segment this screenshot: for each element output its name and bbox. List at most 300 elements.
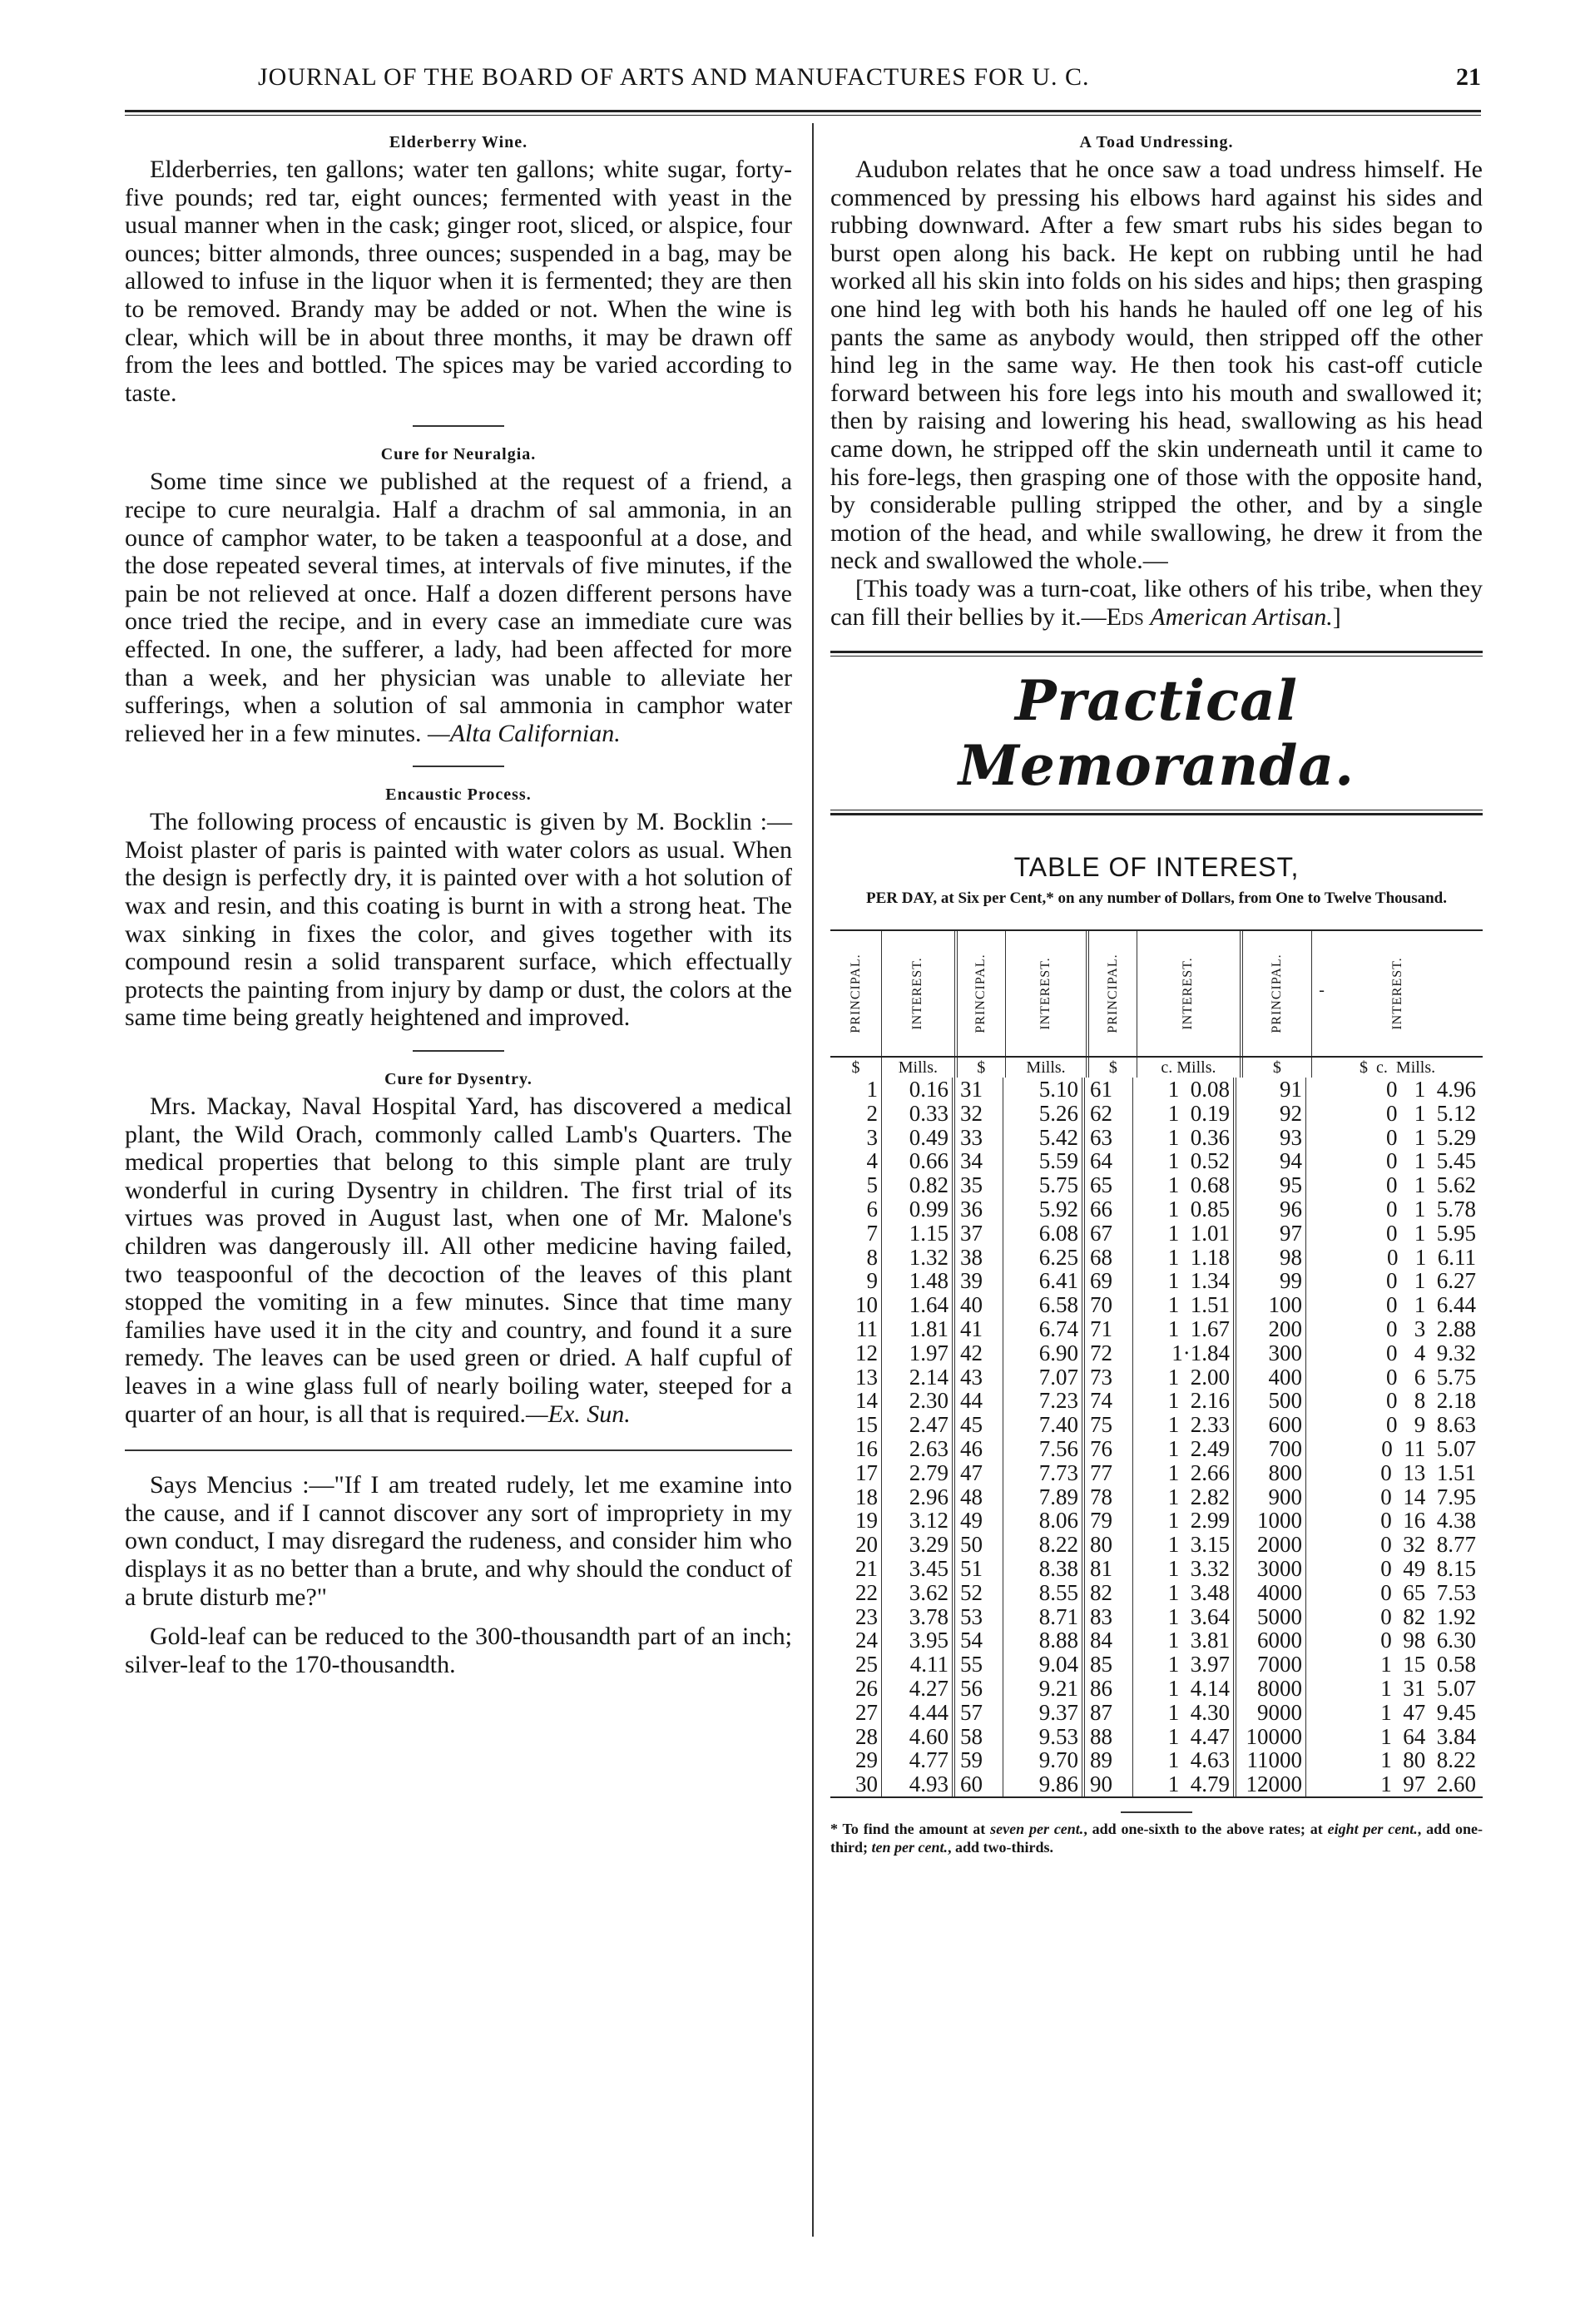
table-cell: 3.78 (882, 1605, 955, 1629)
unit-cell: $ c. Mills. (1360, 1058, 1436, 1078)
table-cell: 95 (1236, 1173, 1306, 1197)
table-cell: 1 0.52 (1133, 1149, 1236, 1173)
column-header: PRINCIPAL. (1089, 931, 1137, 1056)
article-text: Audubon relates that he once saw a toad undress himself. He commenced by pressing his elbows hard against his sides and rubbing downward. After a few smart rubs his sides began to burst open along his back. He kept on rubbing until he had worked all his skin into folds on his sides and hips; then grasping one hind leg with both his hands he hauled off one leg of his pants the same as anybody would, then stripped off the other hind leg in the same way. He then took his cast-off cuticle forward between his fore legs into his mouth and swallowed it; then by raising and lowering his head, swallowing as his head came down, he stripped off the skin underneath until it came to his fore-legs, then grasping one of those with the opposite hand, by considerable pulling stripped the other, and by a single motion of the head, and while swallowing, he drew it from the neck and swallowed the whole.— (830, 156, 1483, 575)
table-cell: 1 0.68 (1133, 1173, 1236, 1197)
table-cell: 8.88 (1003, 1628, 1085, 1653)
article-text: Elderberries, ten gallons; water ten gallons; white sugar, forty-five pounds; red tar, eight ounces; fermented with yeast in the usual manner when in the cask; ginger root, sliced, or alspice, four ounces; bitter almonds, three ounces; suspended in a bag, may be allowed to infuse in the liquor when it is fermented; they are then to be removed. Brandy may be added or not. When the wine is clear, which will be in about three months, it may be drawn off from the lees and bottled. The spices may be varied according to taste. (125, 156, 792, 407)
table-cell: 0 1 5.45 (1386, 1149, 1476, 1174)
column-divider (812, 123, 814, 2237)
table-row (830, 1126, 1483, 1150)
table-cell: 0 11 5.07 (1381, 1437, 1476, 1461)
table-cell: 12 (830, 1341, 882, 1365)
table-cell: 4.27 (882, 1677, 955, 1701)
table-cell: 1.64 (882, 1293, 955, 1317)
table-cell: 1 1.51 (1133, 1293, 1236, 1317)
table-cell: 0 1 6.11 (1387, 1245, 1476, 1270)
interest-table (830, 929, 1483, 1798)
table-cell: 93 (1236, 1126, 1306, 1150)
table-cell: 7.23 (1003, 1389, 1085, 1413)
article-heading: A Toad Undressing. (1079, 133, 1234, 151)
table-row (830, 1341, 1483, 1365)
table-cell: 1 80 8.22 (1380, 1748, 1476, 1773)
table-cell: 8.38 (1003, 1557, 1085, 1581)
article-heading: Cure for Neuralgia. (380, 445, 537, 464)
table-cell: 3000 (1236, 1557, 1306, 1581)
article-heading: Cure for Dysentry. (384, 1070, 532, 1089)
table-cell: 8000 (1236, 1677, 1306, 1701)
table-cell: 800 (1236, 1461, 1306, 1485)
article-elderberry-wine (125, 133, 792, 407)
left-column (125, 133, 792, 1678)
table-cell: 33 (955, 1126, 1003, 1150)
table-cell: 31 (955, 1078, 1003, 1102)
header-rule (125, 110, 1481, 116)
table-cell: 6.41 (1003, 1269, 1085, 1293)
table-cell: 0 1 5.29 (1386, 1125, 1476, 1150)
table-cell: 24 (830, 1628, 882, 1653)
table-cell: 51 (955, 1557, 1003, 1581)
table-cell: 7.40 (1003, 1413, 1085, 1437)
table-cell: 5 (830, 1173, 882, 1197)
table-cell: 5.26 (1003, 1102, 1085, 1126)
table-cell: 68 (1085, 1246, 1133, 1270)
article-cure-for-neuralgia (125, 445, 792, 747)
table-cell: 4000 (1236, 1581, 1306, 1605)
unit-cell: Mills. (882, 1058, 958, 1078)
article-text (125, 1093, 792, 1428)
table-cell: 2.63 (882, 1437, 955, 1461)
table-cell: 7.73 (1003, 1461, 1085, 1485)
table-cell: 7.07 (1003, 1365, 1085, 1390)
table-cell: 0 9 8.63 (1386, 1413, 1476, 1438)
table-cell: 37 (955, 1221, 1003, 1246)
table-cell: 6.90 (1003, 1341, 1085, 1365)
table-cell: 4.11 (882, 1653, 955, 1677)
table-cell: 0 49 8.15 (1380, 1557, 1476, 1581)
table-body (830, 1078, 1483, 1796)
table-footnote: * To find the amount at seven per cent., add one-sixth to the above rates; at eight per cent., add one-third; ten per cent., add two-thirds. (830, 1821, 1483, 1856)
table-cell: 0.66 (882, 1149, 955, 1173)
table-cell: 10 (830, 1293, 882, 1317)
table-cell: 7.56 (1003, 1437, 1085, 1461)
table-cell: 65 (1085, 1173, 1133, 1197)
table-cell: 700 (1236, 1437, 1306, 1461)
table-row (830, 1149, 1483, 1173)
table-cell: 1 0.19 (1133, 1102, 1236, 1126)
table-cell: 1 2.33 (1133, 1413, 1236, 1437)
units-row (830, 1058, 1483, 1078)
page-header (125, 63, 1481, 102)
table-cell: 80 (1085, 1533, 1133, 1557)
article-text (125, 468, 792, 747)
table-cell: 0 65 7.53 (1380, 1580, 1476, 1605)
table-cell: 1 4.47 (1133, 1725, 1236, 1749)
table-cell: 1 4.14 (1133, 1677, 1236, 1701)
table-cell: 1 31 5.07 (1380, 1677, 1476, 1701)
table-cell: 8.22 (1003, 1533, 1085, 1557)
table-cell: 71 (1085, 1317, 1133, 1341)
table-cell: 1 1.67 (1133, 1317, 1236, 1341)
table-cell: 8.71 (1003, 1605, 1085, 1629)
table-cell: 8.06 (1003, 1509, 1085, 1533)
table-cell: 61 (1085, 1078, 1133, 1102)
table-cell: 400 (1236, 1365, 1306, 1390)
unit-cell: $ (830, 1058, 882, 1078)
table-cell: 1000 (1236, 1509, 1306, 1533)
table-row (830, 1653, 1483, 1677)
note-close: ] (1332, 602, 1341, 631)
mencius-quote: Says Mencius :—"If I am treated rudely, let me examine into the cause, and if I cannot discover any sort of impropriety in my own conduct, I may disregard the rudeness, and consider him who displays it as no better than a brute, and why should the conduct of a brute disturb me?" (125, 1471, 792, 1611)
table-cell: 3.12 (882, 1509, 955, 1533)
table-cell: 89 (1085, 1748, 1133, 1772)
table-row (830, 1413, 1483, 1437)
article-source: —Alta Californian. (428, 719, 621, 747)
table-cell: 1 64 3.84 (1380, 1724, 1476, 1749)
table-cell: 47 (955, 1461, 1003, 1485)
table-cell: 67 (1085, 1221, 1133, 1246)
table-cell: 0 8 2.18 (1386, 1389, 1476, 1414)
table-title: TABLE OF INTEREST, (1013, 852, 1300, 883)
table-cell: 72 (1085, 1341, 1133, 1365)
right-column (830, 133, 1483, 1856)
table-cell: 2.14 (882, 1365, 955, 1390)
table-cell: 0.82 (882, 1173, 955, 1197)
table-cell: 44 (955, 1389, 1003, 1413)
table-cell: 9.21 (1003, 1677, 1085, 1701)
journal-title: JOURNAL OF THE BOARD OF ARTS AND MANUFACTURES FOR U. C. (258, 63, 1090, 91)
table-cell: 2000 (1236, 1533, 1306, 1557)
table-cell: 57 (955, 1701, 1003, 1725)
table-cell: 5.75 (1003, 1173, 1085, 1197)
table-row (830, 1485, 1483, 1509)
table-cell: 4.60 (882, 1725, 955, 1749)
table-cell: 73 (1085, 1365, 1133, 1390)
column-header: - INTEREST. (1319, 957, 1404, 1030)
table-cell: 3.62 (882, 1581, 955, 1605)
table-header-row (830, 931, 1483, 1058)
table-cell: 55 (955, 1653, 1003, 1677)
table-cell: 7.89 (1003, 1485, 1085, 1509)
table-cell: 53 (955, 1605, 1003, 1629)
table-cell: 1 2.99 (1133, 1509, 1236, 1533)
table-cell: 1 3.81 (1133, 1628, 1236, 1653)
table-cell: 16 (830, 1437, 882, 1461)
note-text: [This toady was a turn-coat, like others of his tribe, when they can fill their bellies by it.— (830, 574, 1483, 631)
table-cell: 4.44 (882, 1701, 955, 1725)
table-row (830, 1701, 1483, 1725)
section-divider (125, 1449, 792, 1451)
table-cell: 9.04 (1003, 1653, 1085, 1677)
table-cell: 9.70 (1003, 1748, 1085, 1772)
table-cell: 200 (1236, 1317, 1306, 1341)
table-cell: 0 14 7.95 (1380, 1484, 1476, 1509)
memoranda-rule-top (830, 651, 1483, 657)
table-cell: 6 (830, 1197, 882, 1221)
table-row (830, 1197, 1483, 1221)
table-row (830, 1365, 1483, 1390)
table-cell: 600 (1236, 1413, 1306, 1437)
article-toad-undressing (830, 133, 1483, 631)
table-cell: 94 (1236, 1149, 1306, 1173)
table-cell: 6.08 (1003, 1221, 1085, 1246)
column-header: PRINCIPAL. (830, 931, 882, 1056)
table-cell: 74 (1085, 1389, 1133, 1413)
table-row (830, 1581, 1483, 1605)
table-cell: 13 (830, 1365, 882, 1390)
table-cell: 1 15 0.58 (1380, 1653, 1476, 1677)
article-body: Some time since we published at the request of a friend, a recipe to cure neuralgia. Half a drachm of sal ammonia, in an ounce of camphor water, to be taken a teaspoonful at a dose, and the dose repeated several times, at intervals of five minutes, if the pain be not relieved at once. Half a dozen different persons have once tried the recipe, and in every case an immediate cure was effected. In one, the sufferer, a lady, had been affected for more than a week, and her physician was unable to alleviate her sufferings, when a solution of sal ammonia in camphor water relieved her in a few minutes. (125, 468, 792, 747)
table-cell: 9 (830, 1269, 882, 1293)
table-cell: 1 47 9.45 (1380, 1700, 1476, 1725)
table-cell: 1.48 (882, 1269, 955, 1293)
footnote-rule (1121, 1811, 1192, 1813)
table-cell: 9.37 (1003, 1701, 1085, 1725)
section-divider (413, 425, 504, 427)
table-cell: 1 2.49 (1133, 1437, 1236, 1461)
table-cell: 5.10 (1003, 1078, 1085, 1102)
table-cell: 48 (955, 1485, 1003, 1509)
table-cell: 1 3.97 (1133, 1653, 1236, 1677)
table-cell: 28 (830, 1725, 882, 1749)
table-cell: 34 (955, 1149, 1003, 1173)
table-cell: 0 82 1.92 (1380, 1604, 1476, 1629)
table-cell: 0 4 9.32 (1386, 1340, 1476, 1365)
table-cell: 1.32 (882, 1246, 955, 1270)
table-cell: 5.59 (1003, 1149, 1085, 1173)
table-cell: 62 (1085, 1102, 1133, 1126)
article-heading: Elderberry Wine. (389, 133, 528, 151)
table-cell: 3.45 (882, 1557, 955, 1581)
table-cell: 0 6 5.75 (1386, 1365, 1476, 1390)
table-cell: 82 (1085, 1581, 1133, 1605)
table-row (830, 1772, 1483, 1796)
column-header: INTEREST. (882, 931, 958, 1056)
table-cell: 1 4.63 (1133, 1748, 1236, 1772)
table-cell: 88 (1085, 1725, 1133, 1749)
table-cell: 54 (955, 1628, 1003, 1653)
article-source: —Ex. Sun. (525, 1400, 631, 1428)
table-cell: 40 (955, 1293, 1003, 1317)
unit-cell: $ (958, 1058, 1006, 1078)
table-row (830, 1246, 1483, 1270)
table-cell: 1 1.34 (1133, 1269, 1236, 1293)
table-row (830, 1628, 1483, 1653)
table-cell: 3.95 (882, 1628, 955, 1653)
table-cell: 1 2.00 (1133, 1365, 1236, 1390)
table-row (830, 1293, 1483, 1317)
table-cell: 1 3.15 (1133, 1533, 1236, 1557)
page-number: 21 (1456, 63, 1481, 91)
table-cell: 92 (1236, 1102, 1306, 1126)
table-cell: 1 1.18 (1133, 1246, 1236, 1270)
unit-cell: Mills. (1006, 1058, 1090, 1078)
table-subtitle: PER DAY, at Six per Cent,* on any number of Dollars, from One to Twelve Thousand. (866, 889, 1447, 908)
table-cell: 25 (830, 1653, 882, 1677)
table-cell: 1.97 (882, 1341, 955, 1365)
article-body: Mrs. Mackay, Naval Hospital Yard, has discovered a medical plant, the Wild Orach, commonly called Lamb's Quarters. The medical properties that belong to this simple plant are truly wonderful in curing Dysentry in children. The first trial of its virtues was proved in August last, when one of Mr. Malone's children was dangerously ill. All other medicine having failed, two teaspoonful of the decoction of the leaves of this plant stopped the vomiting in a few minutes. Since that time many families have used it in the city and country, and found it a sure remedy. The leaves can be used green or dried. A half cupful of leaves in a wine glass full of nearly boiling water, steeped for a quarter of an hour, is all that is required. (125, 1093, 792, 1428)
table-cell: 78 (1085, 1485, 1133, 1509)
table-cell: 96 (1236, 1197, 1306, 1221)
table-cell: 7 (830, 1221, 882, 1246)
article-encaustic-process (125, 785, 792, 1032)
table-row (830, 1221, 1483, 1246)
table-cell: 9.53 (1003, 1725, 1085, 1749)
table-cell: 0.33 (882, 1102, 955, 1126)
table-cell: 90 (1085, 1772, 1133, 1796)
table-cell: 23 (830, 1605, 882, 1629)
table-cell: 0 1 6.44 (1386, 1293, 1476, 1318)
table-cell: 87 (1085, 1701, 1133, 1725)
table-row (830, 1102, 1483, 1126)
table-cell: 42 (955, 1341, 1003, 1365)
table-cell: 97 (1236, 1221, 1306, 1246)
table-cell: 6000 (1236, 1628, 1306, 1653)
table-cell: 100 (1236, 1293, 1306, 1317)
table-cell: 0 3 2.88 (1386, 1317, 1476, 1341)
table-cell: 7000 (1236, 1653, 1306, 1677)
table-cell: 0 13 1.51 (1380, 1460, 1476, 1485)
table-cell: 84 (1085, 1628, 1133, 1653)
table-cell: 6.58 (1003, 1293, 1085, 1317)
header-mark: - (1319, 981, 1325, 1000)
table-cell: 2.96 (882, 1485, 955, 1509)
table-cell: 4.77 (882, 1748, 955, 1772)
table-cell: 1 3.48 (1133, 1581, 1236, 1605)
table-cell: 1 2.66 (1133, 1461, 1236, 1485)
table-cell: 38 (955, 1246, 1003, 1270)
table-cell: 6.74 (1003, 1317, 1085, 1341)
table-cell: 11000 (1236, 1748, 1306, 1772)
table-cell: 4.93 (882, 1772, 955, 1796)
table-cell: 69 (1085, 1269, 1133, 1293)
table-cell: 58 (955, 1725, 1003, 1749)
section-divider (413, 1050, 504, 1052)
table-cell: 22 (830, 1581, 882, 1605)
table-row (830, 1677, 1483, 1701)
table-row (830, 1605, 1483, 1629)
editor-note (830, 575, 1483, 631)
table-cell: 2.79 (882, 1461, 955, 1485)
column-header: INTEREST. (1137, 931, 1242, 1056)
table-cell: 1 (830, 1078, 882, 1102)
table-cell: 5000 (1236, 1605, 1306, 1629)
note-source: American Artisan. (1150, 602, 1333, 631)
table-cell: 1 2.16 (1133, 1389, 1236, 1413)
table-cell: 39 (955, 1269, 1003, 1293)
table-cell: 0 1 5.62 (1386, 1173, 1476, 1198)
table-cell: 8 (830, 1246, 882, 1270)
table-cell: 5.42 (1003, 1126, 1085, 1150)
table-cell: 66 (1085, 1197, 1133, 1221)
table-cell: 83 (1085, 1605, 1133, 1629)
table-cell: 5.92 (1003, 1197, 1085, 1221)
table-cell: 60 (955, 1772, 1003, 1796)
note-signature: Eds (1106, 602, 1144, 631)
table-cell: 1.15 (882, 1221, 955, 1246)
table-cell: 9.86 (1003, 1772, 1085, 1796)
table-cell: 35 (955, 1173, 1003, 1197)
table-cell: 79 (1085, 1509, 1133, 1533)
table-cell: 300 (1236, 1341, 1306, 1365)
table-cell: 52 (955, 1581, 1003, 1605)
table-cell: 11 (830, 1317, 882, 1341)
table-cell: 3 (830, 1126, 882, 1150)
table-cell: 9000 (1236, 1701, 1306, 1725)
table-cell: 46 (955, 1437, 1003, 1461)
table-cell: 98 (1236, 1246, 1306, 1270)
table-cell: 1.81 (882, 1317, 955, 1341)
table-cell: 1 1.01 (1133, 1221, 1236, 1246)
unit-cell: $ (1089, 1058, 1137, 1078)
table-cell: 21 (830, 1557, 882, 1581)
table-cell: 0.16 (882, 1078, 955, 1102)
table-cell: 26 (830, 1677, 882, 1701)
table-row (830, 1509, 1483, 1533)
table-row (830, 1725, 1483, 1749)
table-cell: 43 (955, 1365, 1003, 1390)
table-cell: 63 (1085, 1126, 1133, 1150)
table-cell: 2.47 (882, 1413, 955, 1437)
table-cell: 32 (955, 1102, 1003, 1126)
table-row (830, 1317, 1483, 1341)
table-cell: 0 1 5.95 (1386, 1221, 1476, 1246)
table-cell: 70 (1085, 1293, 1133, 1317)
table-cell: 1 4.79 (1133, 1772, 1236, 1796)
table-row (830, 1437, 1483, 1461)
table-cell: 0 32 8.77 (1380, 1533, 1476, 1558)
table-cell: 99 (1236, 1269, 1306, 1293)
table-cell: 36 (955, 1197, 1003, 1221)
table-cell: 14 (830, 1389, 882, 1413)
table-cell: 56 (955, 1677, 1003, 1701)
table-cell: 27 (830, 1701, 882, 1725)
table-cell: 1 4.30 (1133, 1701, 1236, 1725)
table-row (830, 1557, 1483, 1581)
table-cell: 18 (830, 1485, 882, 1509)
table-cell: 0 1 5.12 (1386, 1101, 1476, 1126)
column-header: PRINCIPAL. (1243, 931, 1313, 1056)
table-cell: 0.99 (882, 1197, 955, 1221)
unit-cell: $ (1243, 1058, 1313, 1078)
table-cell: 64 (1085, 1149, 1133, 1173)
table-cell: 0 98 6.30 (1380, 1628, 1476, 1653)
table-cell: 76 (1085, 1437, 1133, 1461)
table-cell: 1 0.08 (1133, 1078, 1236, 1102)
goldleaf-note: Gold-leaf can be reduced to the 300-thousandth part of an inch; silver-leaf to the 170-thousandth. (125, 1623, 792, 1678)
table-cell: 2.30 (882, 1389, 955, 1413)
table-row (830, 1748, 1483, 1772)
table-cell: 6.25 (1003, 1246, 1085, 1270)
article-text: The following process of encaustic is given by M. Bocklin :—Moist plaster of paris is painted with water colors as usual. When the design is perfectly dry, it is painted over with a hot solution of wax and resin, and this coating is burnt in with a strong heat. The wax sinking in fixes the color, and gives together with its compound resin a solid transparent surface, which effectually protects the painting from injury by damp or dust, the colors at the same time being greatly heightened and improved. (125, 808, 792, 1032)
table-cell: 1 2.82 (1133, 1485, 1236, 1509)
article-heading: Encaustic Process. (385, 785, 532, 805)
table-cell: 1 0.85 (1133, 1197, 1236, 1221)
table-cell: 12000 (1236, 1772, 1306, 1796)
table-cell: 41 (955, 1317, 1003, 1341)
table-cell: 3.29 (882, 1533, 955, 1557)
memoranda-title: Practical Memoranda. (958, 668, 1355, 799)
table-cell: 45 (955, 1413, 1003, 1437)
table-row (830, 1269, 1483, 1293)
table-cell: 0 1 4.96 (1386, 1078, 1476, 1102)
table-cell: 4 (830, 1149, 882, 1173)
table-cell: 0.49 (882, 1126, 955, 1150)
table-cell: 86 (1085, 1677, 1133, 1701)
table-cell: 0 1 5.78 (1386, 1197, 1476, 1221)
table-cell: 10000 (1236, 1725, 1306, 1749)
table-cell: 1 0.36 (1133, 1126, 1236, 1150)
